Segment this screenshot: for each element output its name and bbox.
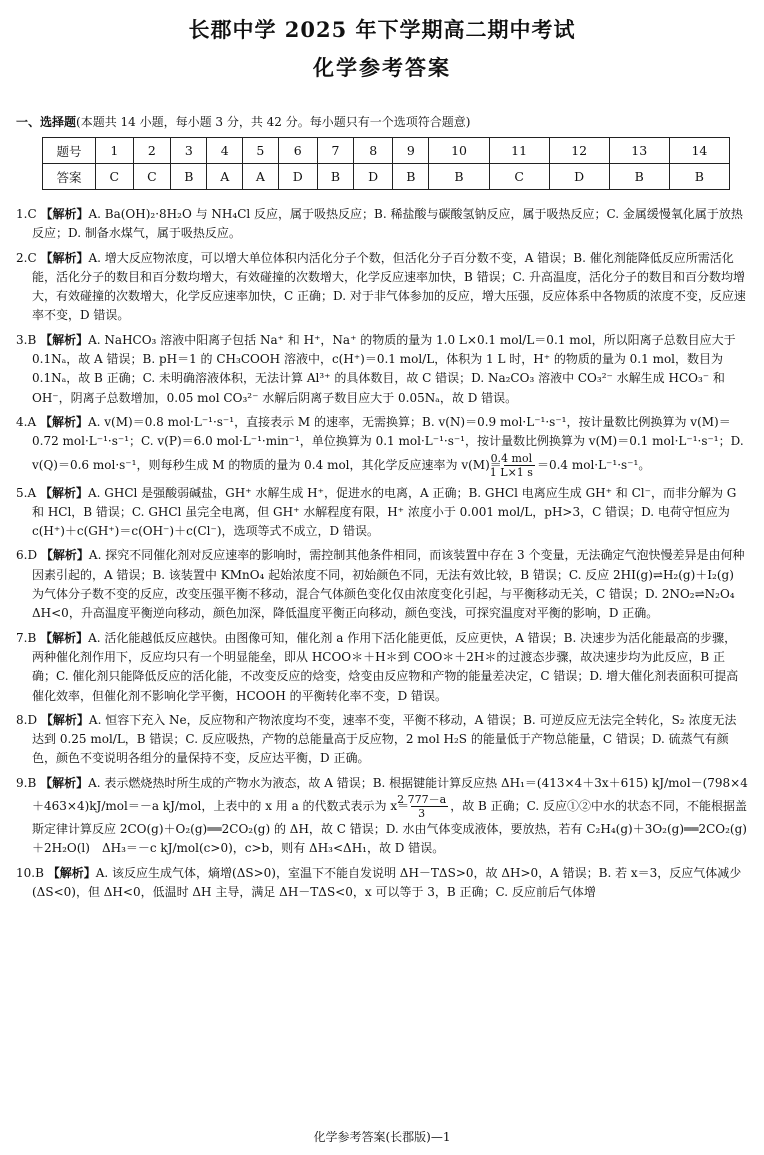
- row-label-answer: 答案: [43, 164, 96, 190]
- question-number-cell: 14: [669, 138, 729, 164]
- question-number-cell: 12: [549, 138, 609, 164]
- solution-text: A. 表示燃烧热时所生成的产物水为液态，故 A 错误；B. 根据键能计算反应热 ΔH₁＝(413×4＋3x＋615) kJ/mol－(798×4＋463×4)kJ/mol＝－a kJ/mol，上表中的 x 用 a 的代数式表示为 x＝: [32, 775, 748, 814]
- solution-number: 7.B: [16, 630, 37, 645]
- answer-cell: D: [549, 164, 609, 190]
- question-number-cell: 9: [393, 138, 429, 164]
- solution-tag: 【解析】: [40, 207, 89, 221]
- question-number-cell: 8: [354, 138, 393, 164]
- solution-tag: 【解析】: [40, 332, 89, 347]
- solution-number: 8.D: [16, 712, 38, 727]
- solution-item: [16, 484, 748, 542]
- question-number-cell: 3: [171, 138, 207, 164]
- answer-cell: D: [354, 164, 393, 190]
- fraction-numerator: 0.4 mol: [504, 452, 535, 466]
- solution-text: A. GHCl 是强酸弱碱盐，GH⁺ 水解生成 H⁺，促进水的电离，A 正确；B. GHCl 电离应生成 GH⁺ 和 Cl⁻，而非分解为 G 和 HCl，B 错误；C. GHCl 虽完全电离，但 GH⁺ 水解程度有限，H⁺ 浓度小于 0.001 mol/L，pH>3，C 错误；D. 电荷守恒应为 c(H⁺)＋c(GH⁺)＝c(OH⁻)＋c(Cl⁻)，选项等式不成立，D 错误。: [32, 485, 737, 539]
- fraction: [489, 451, 535, 479]
- solution-tag: 【解析】: [40, 775, 89, 790]
- question-number-cell: 5: [243, 138, 279, 164]
- answer-cell: B: [429, 164, 489, 190]
- solution-number: 9.B: [16, 775, 37, 790]
- solution-item: [16, 864, 748, 903]
- solutions-body: [16, 205, 748, 907]
- answer-cell: C: [96, 164, 134, 190]
- page-subtitle: 化学参考答案: [313, 55, 451, 80]
- section-heading: [16, 113, 470, 130]
- solution-number: 10.B: [16, 865, 44, 880]
- solution-tag: 【解析】: [39, 414, 88, 429]
- solution-number: 5.A: [16, 485, 37, 500]
- solution-text: A. NaHCO₃ 溶液中阳离子包括 Na⁺ 和 H⁺，Na⁺ 的物质的量为 1.0 L×0.1 mol/L＝0.1 mol，所以阳离子总数目应大于 0.1Nₐ，故 A 错误；B. pH＝1 的 CH₃COOH 溶液中，c(H⁺)＝0.1 mol/L，体积为 1 L 时，H⁺ 的物质的量为 0.1 mol，数目为 0.1Nₐ，故 B 正确；C. 未明确溶液体积，无法计算 Al³⁺ 的具体数目，故 C 错误；D. Na₂CO₃ 溶液中 CO₃²⁻ 水解生成 HCO₃⁻ 和 OH⁻，阴离子总数增加，0.05 mol CO₃²⁻ 水解后阴离子数目应大于 0.05Nₐ，故 D 错误。: [32, 332, 736, 405]
- fraction-numerator: 2 777－a: [397, 793, 447, 807]
- page-footer: 化学参考答案(长郡版)—1: [313, 1130, 451, 1144]
- fraction-denominator: 1 L×1 s: [489, 465, 533, 479]
- solution-text: A. v(M)＝0.8 mol·L⁻¹·s⁻¹，直接表示 M 的速率，无需换算；B. v(N)＝0.9 mol·L⁻¹·s⁻¹，按计量数比例换算为 v(M)＝0.72 mol·L⁻¹·s⁻¹；C. v(P)＝6.0 mol·L⁻¹·min⁻¹，单位换算为 0.1 mol·L⁻¹·s⁻¹，按计量数比例换算为 v(M)＝0.1 mol·L⁻¹·s⁻¹；D. v(Q)＝0.6 mol·s⁻¹，则每秒生成 M 的物质的量为 0.4 mol，其化学反应速率为 v(M)＝: [32, 414, 744, 472]
- solution-item: [16, 249, 748, 326]
- solution-text: A. 该反应生成气体，熵增(ΔS>0)，室温下不能自发说明 ΔH－TΔS>0，故 ΔH>0，A 错误；B. 若 x＝3，反应气体减少(ΔS<0)，但 ΔH<0，低温时 ΔH 主导，满足 ΔH－TΔS<0，x 可以等于 3，B 正确；C. 反应前后气体增: [32, 865, 742, 899]
- question-number-cell: 7: [317, 138, 353, 164]
- solution-text-tail: ，故 B 正确；C. 反应①②中水的状态不同，不能根据盖斯定律计算反应 2CO(g)＋O₂(g)══2CO₂(g) 的 ΔH，故 C 错误；D. 水由气体变成液体，要放热，若有 C₂H₄(g)＋3O₂(g)══2CO₂(g)＋2H₂O(l) ΔH₃＝－c kJ/mol(c>0)，c>b，则有 ΔH₃<ΔH₁，故 D 错误。: [32, 799, 748, 856]
- solution-number: 2.C: [16, 250, 37, 265]
- answer-cell: B: [669, 164, 729, 190]
- row-label-number: 题号: [43, 138, 96, 164]
- question-number-cell: 4: [207, 138, 243, 164]
- solution-item: [16, 331, 748, 408]
- solution-item: [16, 413, 748, 479]
- question-number-cell: 10: [429, 138, 489, 164]
- question-number-cell: 6: [278, 138, 317, 164]
- solution-item: [16, 205, 748, 244]
- solution-item: [16, 629, 748, 706]
- solution-tag: 【解析】: [40, 250, 89, 265]
- question-number-cell: 2: [133, 138, 171, 164]
- answer-cell: C: [133, 164, 171, 190]
- answer-cell: C: [489, 164, 549, 190]
- solution-item: [16, 711, 748, 769]
- answer-cell: B: [171, 164, 207, 190]
- question-number-cell: 13: [609, 138, 669, 164]
- solution-number: 4.A: [16, 414, 37, 429]
- answer-table-number-row: [43, 138, 730, 164]
- page-title: 长郡中学 2025 年下学期高二期中考试: [188, 17, 576, 42]
- section-note: (本题共 14 小题，每小题 3 分，共 42 分。每小题只有一个选项符合题意): [76, 115, 471, 129]
- solution-tag: 【解析】: [40, 548, 89, 563]
- answer-cell: B: [393, 164, 429, 190]
- solution-item: [16, 774, 748, 859]
- fraction-denominator: 3: [418, 807, 426, 821]
- answer-table: [42, 137, 730, 190]
- solution-text: A. 增大反应物浓度，可以增大单位体积内活化分子个数，但活化分子百分数不变，A 错误；B. 催化剂能降低反应所需活化能，活化分子的数目和百分数均增大，有效碰撞的次数增大，化学反应速率加快，B 错误；C. 升高温度，活化分子的数目和百分数均增大，有效碰撞的次数增大，化学反应速率加快，C 正确；D. 对于非气体参加的反应，增大压强，反应体系中各物质的浓度不变，反应速率不变，D 错误。: [32, 250, 746, 323]
- solution-tag: 【解析】: [47, 865, 96, 880]
- fraction: [397, 793, 448, 821]
- solution-number: 3.B: [16, 332, 37, 347]
- solution-text: A. 活化能越低反应越快。由图像可知，催化剂 a 作用下活化能更低，反应更快，A 错误；B. 决速步为活化能最高的步骤，两种催化剂作用下，反应均只有一个明显能垒，即从 HCOO＊＋H＊到 COO＊＋2H＊的过渡态步骤，故决速步均为此反应，B 正确；C. 催化剂只能降低反应的活化能，不改变反应的焓变，焓变由反应物和产物的能量差决定，C 错误；D. 增大催化剂表面积可提高催化效率，但催化剂不影响化学平衡，HCOOH 的平衡转化率不变，D 错误。: [32, 630, 739, 703]
- solution-number: 6.D: [16, 548, 38, 563]
- solution-text: A. 探究不同催化剂对反应速率的影响时，需控制其他条件相同，而该装置中存在 3 个变量，无法确定气泡快慢差异是由何种因素引起的，A 错误；B. 该装置中 KMnO₄ 起始浓度不同，初始颜色不同，无法有效比较，B 错误；C. 反应 2HI(g)⇌H₂(g)＋I₂(g) 为气体分子数不变的反应，改变压强平衡不移动，混合气体颜色变化仅由浓度变化引起，与平衡移动无关，C 错误；D. 2NO₂⇌N₂O₄ ΔH<0，升高温度平衡逆向移动，颜色加深，降低温度平衡正向移动，颜色变浅，可探究温度对平衡的影响，D 正确。: [32, 548, 747, 621]
- solution-tag: 【解析】: [40, 712, 89, 727]
- section-label: 一、选择题: [16, 115, 77, 129]
- solution-text: A. 恒容下充入 Ne，反应物和产物浓度均不变，速率不变，平衡不移动，A 错误；B. 可逆反应无法完全转化，S₂ 浓度无法达到 0.25 mol/L，B 错误；C. 反应吸热，产物的总能量高于反应物，2 mol H₂S 的能量低于产物总能量，C 错误；D. 硫蒸气有颜色，颜色不变说明各组分的量保持不变，反应达平衡，D 正确。: [32, 712, 737, 766]
- solution-text-tail: ＝0.4 mol·L⁻¹·s⁻¹。: [536, 457, 651, 472]
- answer-cell: A: [207, 164, 243, 190]
- answer-cell: A: [243, 164, 279, 190]
- solution-item: [16, 546, 748, 623]
- answer-cell: B: [609, 164, 669, 190]
- solution-number: 1.C: [16, 207, 37, 221]
- solution-tag: 【解析】: [40, 630, 89, 645]
- solution-text: A. Ba(OH)₂·8H₂O 与 NH₄Cl 反应，属于吸热反应；B. 稀盐酸与碳酸氢钠反应，属于吸热反应；C. 金属缓慢氧化属于放热反应；D. 制备水煤气，属于吸热反应。: [32, 207, 743, 241]
- answer-cell: B: [317, 164, 353, 190]
- question-number-cell: 11: [489, 138, 549, 164]
- answer-table-answer-row: [43, 164, 730, 190]
- question-number-cell: 1: [96, 138, 134, 164]
- solution-tag: 【解析】: [39, 485, 88, 500]
- answer-cell: D: [278, 164, 317, 190]
